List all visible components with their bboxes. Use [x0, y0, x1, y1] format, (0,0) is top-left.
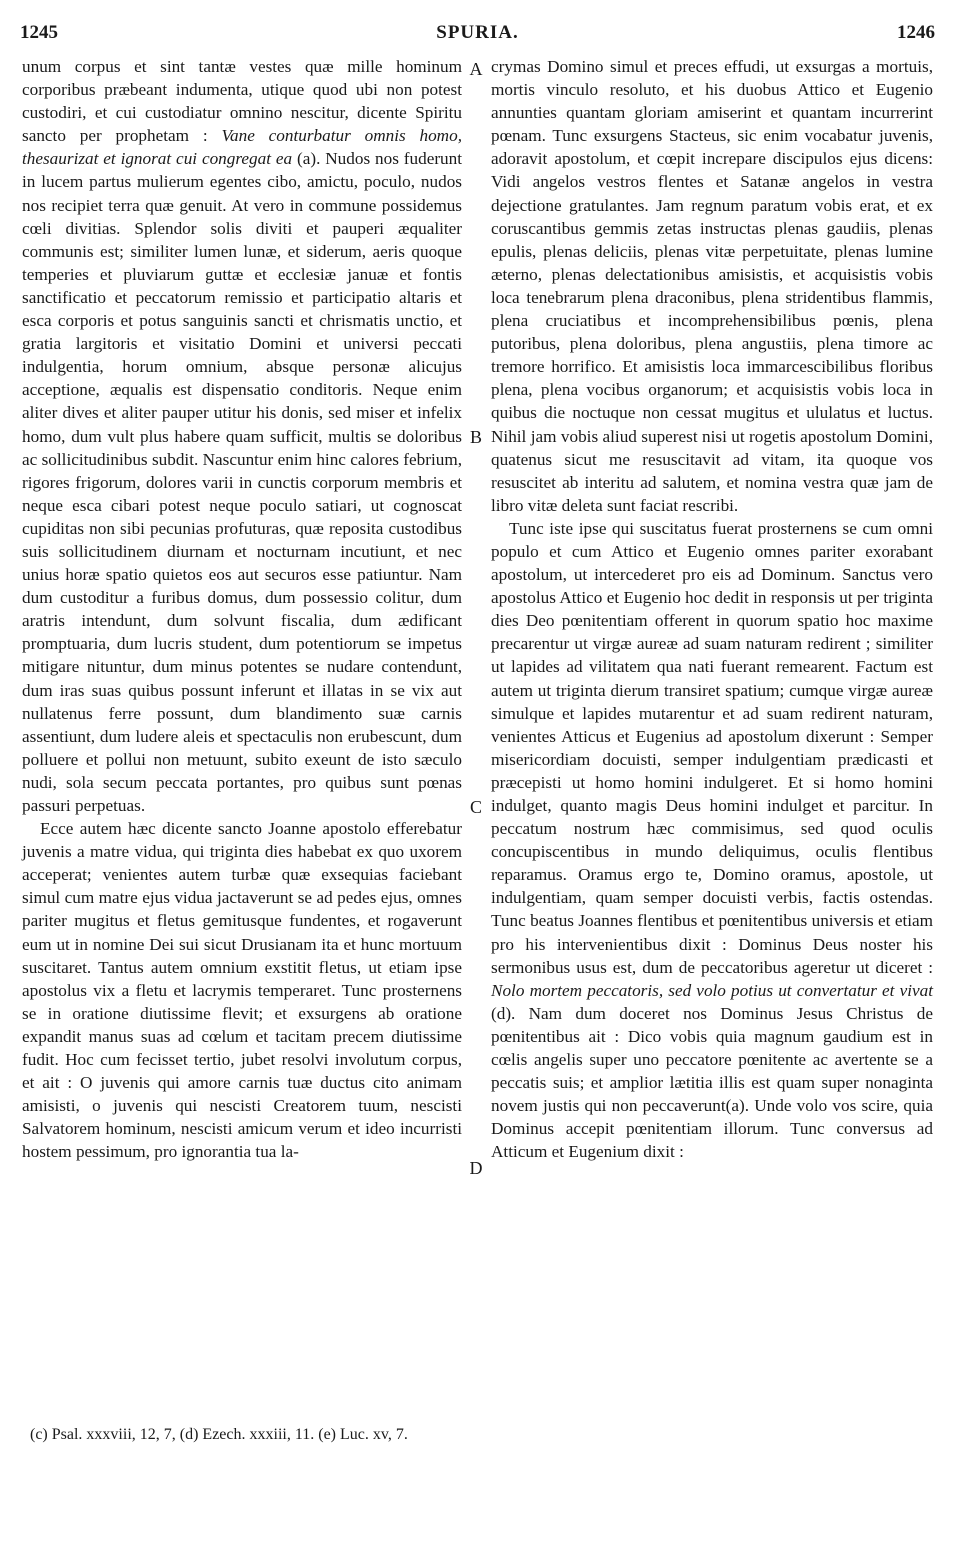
right-paragraph-1: crymas Domino simul et preces effudi, ut exsurgas a mortuis, mortis vinculo resoluto, et his duobus Attico et Eugenio annunties quantam gloriam amiserint et quantam incurrerint pœnam. Tunc exsurgens Stacteus, sic enim vocabatur juvenis, adoravit apostolum, et cœpit increpare discipulos ejus dicens: Vidi angelos vestros flentes et Satanæ angelos in vestra dejectione gratulantes. Jam regnum paratum vobis erat, et ex coruscantibus gemmis zetas instructas plenas gaudiis, plenas epulis, plenas deliciis, plenas vitæ perpetuitate, plenas lumine æterno, plenas delectationibus amisistis, et acquisistis vobis loca tenebrarum plena draconibus, plena stridentibus flammis, plena cruciatibus et incomprehensibilibus pœnis, plena putoribus, plena doloribus, plena angustiis, plena timore ac tremore horrifico. Et amisistis loca immarcescibilibus floribus plena, plena vocibus organorum; et acquisistis vobis loca in quibus die noctuque non cessat mugitus et ululatus et luctus. Nihil jam vobis aliud superest nisi ut rogetis apostolum Domini, quatenus sicut me resuscitavit ad vitam, ita quoque vos resuscitet ab interitu ad salutem, et nomina vestra quæ jam de libro vitæ deleta sunt faciat rescribi. — [491, 57, 933, 515]
footnotes: (c) Psal. xxxviii, 12, 7, (d) Ezech. xxxiii, 11. (e) Luc. xv, 7. — [30, 1426, 408, 1443]
left-paragraph-1 — [22, 55, 462, 817]
right-p2-text: Tunc iste ipse qui suscitatus fuerat prosternens se cum omni populo et cum Attico et Eugenio omnes pariter exorabant apostolum, ut intercederet pro eis ad Dominum. Sanctus vero apostolus Attico et Eugenio hoc dedit in responsis ut per triginta dies Deo pœnitentiam offerent in quorum spatio hoc maxime precarentur ut virgæ aureæ ad suam naturam redirent ; similiter ut lapides ad vilitatem qua nati fuerant remearent. Factum est autem ut triginta dierum transiret spatium; cumque virgæ aureæ simulque et lapides mutarentur et ad suam redirent naturam, venientes Atticus et Eugenius ad apostolum dixerunt : Semper misericordiam docuisti, semper indulgentiam prædicasti et præcepisti ut homo homini indulgeret. Et si homo homini indulget, quanto magis Deus homini indulget et parcitur. In peccatum nostrum hæc commisimus, sed quod oculis concupiscentibus in mundo deliquimus, oculis flentibus reparamus. Oramus ergo te, Domino oramus, apostole, ut indulgentiam, quam semper docuisti verbis, factis ostendas. Tunc beatus Joannes flentibus et pœnitentibus universis et etiam pro his intervenientibus dixit : Dominus Deus noster his sermonibus usus est, dum de peccatoribus ageretur ut diceret : — [491, 518, 933, 977]
margin-marker-c: C — [469, 797, 482, 817]
margin-marker-a: A — [469, 59, 483, 79]
scripture-quote-2: Nolo mortem peccatoris, sed volo potius ut convertatur et vivat — [491, 980, 933, 1000]
left-column — [22, 55, 462, 1164]
page-number-left: 1245 — [20, 22, 58, 43]
right-p2-rest: . Nam dum doceret nos Dominus Jesus Christus de pœnitentibus ait : Dico vobis quia magnum gaudium est in cœlis angelis super uno peccatore pœnitente ac avertente se a peccatis suis; et amplior lætitia illis est quam super nonaginta novem justis qui non peccaverunt — [491, 1003, 933, 1116]
running-title: SPURIA. — [436, 22, 519, 43]
margin-marker-d: D — [469, 1158, 483, 1178]
footnote-ref-d: (d) — [491, 1003, 512, 1023]
right-paragraph-2 — [491, 517, 933, 1164]
footnote-ref-a: (a) — [725, 1096, 745, 1116]
left-p1-rest: . Nudos nos fuderunt in lucem partus mulierum egentes cibo, amictu, poculo, nudos nos recipiet terra quæ genuit. At vero in commune possidemus cœli divitias. Splendor solis diviti et pauperi æqualiter communis est; similiter lumen lunæ, et siderum, aeris quoque temperies et pluviarum guttæ et ecclesiæ januæ et fontis sanctificatio et peccatorum remissio et participatio altaris et esca corporis et potus sanguinis sancti et chrismatis unctio, et gratia largitoris et visitatio Domini et universi peccati indulgentia, horum omnium, absque personæ alicujus acceptione, æqualis est dispensatio conditoris. Neque enim aliter dives et aliter pauper utitur his donis, sed miser et infelix homo, dum vult plus habere quam sufficit, multis se doloribus ac sollicitudinibus subdit. Nascuntur enim hinc calores febrium, rigores frigorum, dolores varii in cunctis corporum membris et neque esca cibari potest neque poculo satiari, ut cognoscat cupiditas non sibi pecunias profuturas, quæ reposita custodibus suis sollicitudinem diurnam et nocturnam incutiunt, et nec unius horæ spatio quietos eos aut securos esse patiuntur. Nam dum custoditur a furibus domus, dum possessio colitur, dum aratris intendunt, dum solvunt fiscalia, dum ædificant promptuaria, dum lucris student, dum potentiorum se impetus mitigare nituntur, dum minus potentes se nudare contendunt, dum iras suas quibus possunt inferunt et illatas in se vix aut nullatenus ferre possunt, dum blandimento suæ carnis assentiunt, dum ludere aleis et spectaculis non erubescunt, dum polluere et pollui non metuunt, subito exeunt de isto sæculo nudi, sola secum peccata portantes, pro quibus sunt pœnas passuri perpetuas. — [22, 149, 463, 815]
footnote-ref: (a) — [297, 149, 317, 169]
scripture-quote: Vane conturbatur omnis homo, thesaurizat et ignorat cui congregat ea — [22, 126, 462, 169]
page-number-right: 1246 — [897, 22, 935, 43]
margin-marker-b: B — [469, 427, 482, 447]
left-p1-text: unum corpus et sint tantæ vestes quæ mille hominum corporibus præbeant indumenta, utique quod ubi non potest custodiri, et cui custodiatur omnino nescitur, dicente Spiritu sancto per prophetam : — [22, 57, 462, 146]
right-column — [491, 55, 933, 1164]
right-p2-end: . Unde volo vos scire, quia Dominus accepit pœnitentiam illorum. Tunc conversus ad Atticum et Eugenium dixit : — [491, 1096, 933, 1162]
left-paragraph-2: Ecce autem hæc dicente sancto Joanne apostolo efferebatur juvenis a matre vidua, qui triginta dies habebat ex quo uxorem acceperat; venientes autem turbæ quæ exsequias faciebant simul cum matre ejus vidua jactaverunt se ad pedes ejus, omnes pariter mugitus et fletus gemitusque fundentes, et rogaverunt eum ut in nomine Dei sui sicut Drusianam ita et hunc mortuum suscitaret. Tantus autem omnium exstitit fletus, ut etiam ipse apostolus vix a fletu et lacrymis temperaret. Tunc prosternens se in oratione diutissime flevit; et exsurgens ab oratione expandit manus suas ad cœlum et tacitam precem diutissime fudit. Hoc cum fecisset tertio, jubet resolvi involutum corpus, et ait : O juvenis qui amore carnis tuæ ductus cito animam amisisti, o juvenis qui nescisti Creatorem tuum, nescisti Salvatorem hominum, nescisti amicum verum et ideo incurristi hostem pessimum, pro ignorantia tua la- — [22, 819, 462, 1162]
page-header — [20, 16, 935, 52]
